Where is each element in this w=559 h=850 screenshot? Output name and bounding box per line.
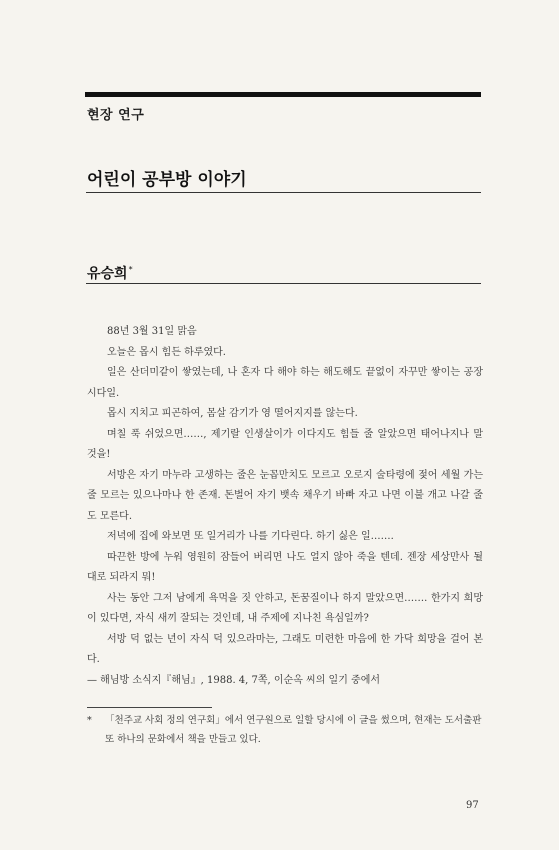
- section-label: 현장 연구: [87, 108, 145, 123]
- footnote: [87, 711, 483, 749]
- body-paragraph: 저녁에 집에 와보면 또 일거리가 나를 기다린다. 하기 싫은 일…….: [107, 531, 394, 542]
- source-citation: — 해님방 소식지『해님』, 1988. 4, 7쪽, 이순옥 씨의 일기 중에서: [87, 674, 381, 686]
- author-name-text: 유승희: [87, 266, 128, 282]
- footnote-divider: [87, 707, 212, 708]
- page-number: 97: [466, 800, 479, 811]
- body-paragraph: 사는 동안 그저 남에게 욕먹을 짓 안하고, 돈꿈질이나 하지 말았으면……. 한가지 희망이 있다면, 자식 새끼 잘되는 것인데, 내 주제에 지나친 욕심일까?: [87, 592, 483, 624]
- body-paragraph: 며칠 푹 쉬었으면……, 제기랄 인생살이가 이다지도 힘들 줄 알았으면 태어나지나 말 것을!: [87, 428, 483, 460]
- body-paragraph: 따끈한 방에 누워 영원히 잠들어 버리면 나도 얼지 않아 죽을 텐데. 젠장 세상만사 될 대로 되라지 뭐!: [87, 551, 483, 583]
- body-paragraph: 오늘은 몹시 힘든 하루였다.: [107, 346, 226, 358]
- title-divider: [86, 192, 481, 193]
- body-paragraph: 서방은 자기 마누라 고생하는 줄은 눈꼽만치도 모르고 오로지 술타령에 젖어 세월 가는 줄 모르는 있으나마나 한 존재. 돈벌어 자기 뱃속 채우기 바빠 자고 나면 이불 개고 나갈 줄도 모른다.: [87, 469, 483, 522]
- article-title: 어린이 공부방 이야기: [87, 170, 247, 190]
- body-paragraph: 몹시 지치고 피곤하여, 몸살 감기가 영 떨어지지를 않는다.: [107, 408, 358, 419]
- article-body: [87, 322, 483, 691]
- author-footnote-mark: *: [128, 265, 133, 275]
- author-divider: [86, 283, 481, 284]
- body-paragraph: 서방 덕 없는 년이 자식 덕 있으라마는, 그래도 미련한 마음에 한 가닥 희망을 걸어 본다.: [87, 633, 483, 665]
- footnote-text: 「천주교 사회 정의 연구회」에서 연구원으로 일할 당시에 이 글을 썼으며, 현재는 도서출판 또 하나의 문화에서 책을 만들고 있다.: [105, 715, 482, 745]
- body-paragraph: 일은 산더미같이 쌓였는데, 나 혼자 다 해야 하는 해도해도 끝없이 자꾸만 쌓이는 공장 시다일.: [87, 367, 483, 399]
- footnote-mark: *: [87, 715, 92, 726]
- author-name: [87, 263, 133, 283]
- body-paragraph: 88년 3월 31일 맑음: [107, 326, 197, 337]
- header-rule: [85, 92, 481, 97]
